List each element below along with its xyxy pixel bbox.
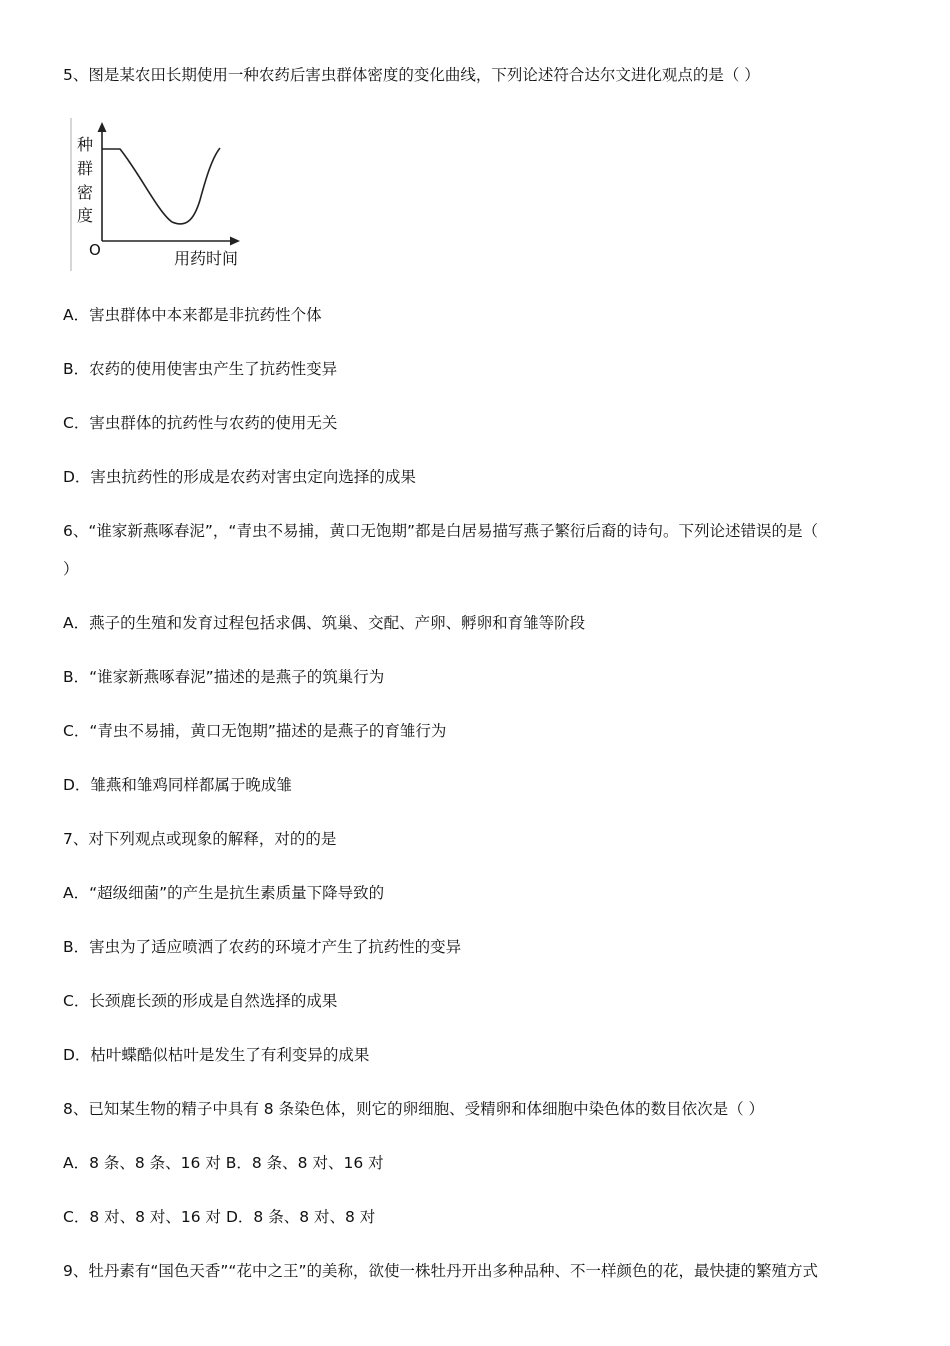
- q6-option-a: A．燕子的生殖和发育过程包括求偶、筑巢、交配、产卵、孵卵和育雏等阶段: [63, 614, 586, 632]
- density-curve: [102, 148, 220, 224]
- q7-option-b: B．害虫为了适应喷洒了农药的环境才产生了抗药性的变异: [63, 938, 462, 956]
- density-curve-figure: [68, 116, 258, 276]
- y-label-char-3: 密: [77, 183, 94, 202]
- x-axis-label: 用药时间: [174, 249, 239, 268]
- q6-stem-line1: 6、“谁家新燕啄春泥”，“青虫不易捕，黄口无饱期”都是白居易描写燕子繁衍后裔的诗句。下列论述错误的是（: [63, 522, 818, 540]
- q5-option-b: B．农药的使用使害虫产生了抗药性变异: [63, 360, 338, 378]
- q8-options-line2: C．8 对、8 对、16 对 D．8 条、8 对、8 对: [63, 1208, 376, 1226]
- q8-stem: 8、已知某生物的精子中具有 8 条染色体，则它的卵细胞、受精卵和体细胞中染色体的数目依次是（ ）: [63, 1100, 765, 1118]
- origin-label: O: [89, 241, 101, 259]
- q9-stem: 9、牡丹素有“国色天香”“花中之王”的美称，欲使一株牡丹开出多种品种、不一样颜色的花，最快捷的繁殖方式: [63, 1262, 818, 1280]
- y-label-char-4: 度: [77, 206, 94, 225]
- x-axis-arrow-icon: [230, 237, 240, 246]
- y-label-char-2: 群: [77, 159, 94, 178]
- q8-options-line1: A．8 条、8 条、16 对 B．8 条、8 对、16 对: [63, 1154, 384, 1172]
- y-label-char-1: 种: [77, 135, 94, 154]
- q6-option-c: C．“青虫不易捕，黄口无饱期”描述的是燕子的育雏行为: [63, 722, 447, 740]
- q7-option-c: C．长颈鹿长颈的形成是自然选择的成果: [63, 992, 338, 1010]
- q5-option-c: C．害虫群体的抗药性与农药的使用无关: [63, 414, 338, 432]
- q7-stem: 7、对下列观点或现象的解释，对的的是: [63, 830, 337, 848]
- q6-option-d: D．雏燕和雏鸡同样都属于晚成雏: [63, 776, 292, 794]
- q5-stem: 5、图是某农田长期使用一种农药后害虫群体密度的变化曲线，下列论述符合达尔文进化观点的是（ ）: [63, 66, 760, 84]
- q6-stem-line2: ）: [63, 560, 79, 578]
- y-axis-arrow-icon: [98, 122, 107, 132]
- q5-option-d: D．害虫抗药性的形成是农药对害虫定向选择的成果: [63, 468, 416, 486]
- q7-option-a: A．“超级细菌”的产生是抗生素质量下降导致的: [63, 884, 385, 902]
- q6-option-b: B．“谁家新燕啄春泥”描述的是燕子的筑巢行为: [63, 668, 385, 686]
- q5-option-a: A．害虫群体中本来都是非抗药性个体: [63, 306, 322, 324]
- q7-option-d: D．枯叶蝶酷似枯叶是发生了有利变异的成果: [63, 1046, 370, 1064]
